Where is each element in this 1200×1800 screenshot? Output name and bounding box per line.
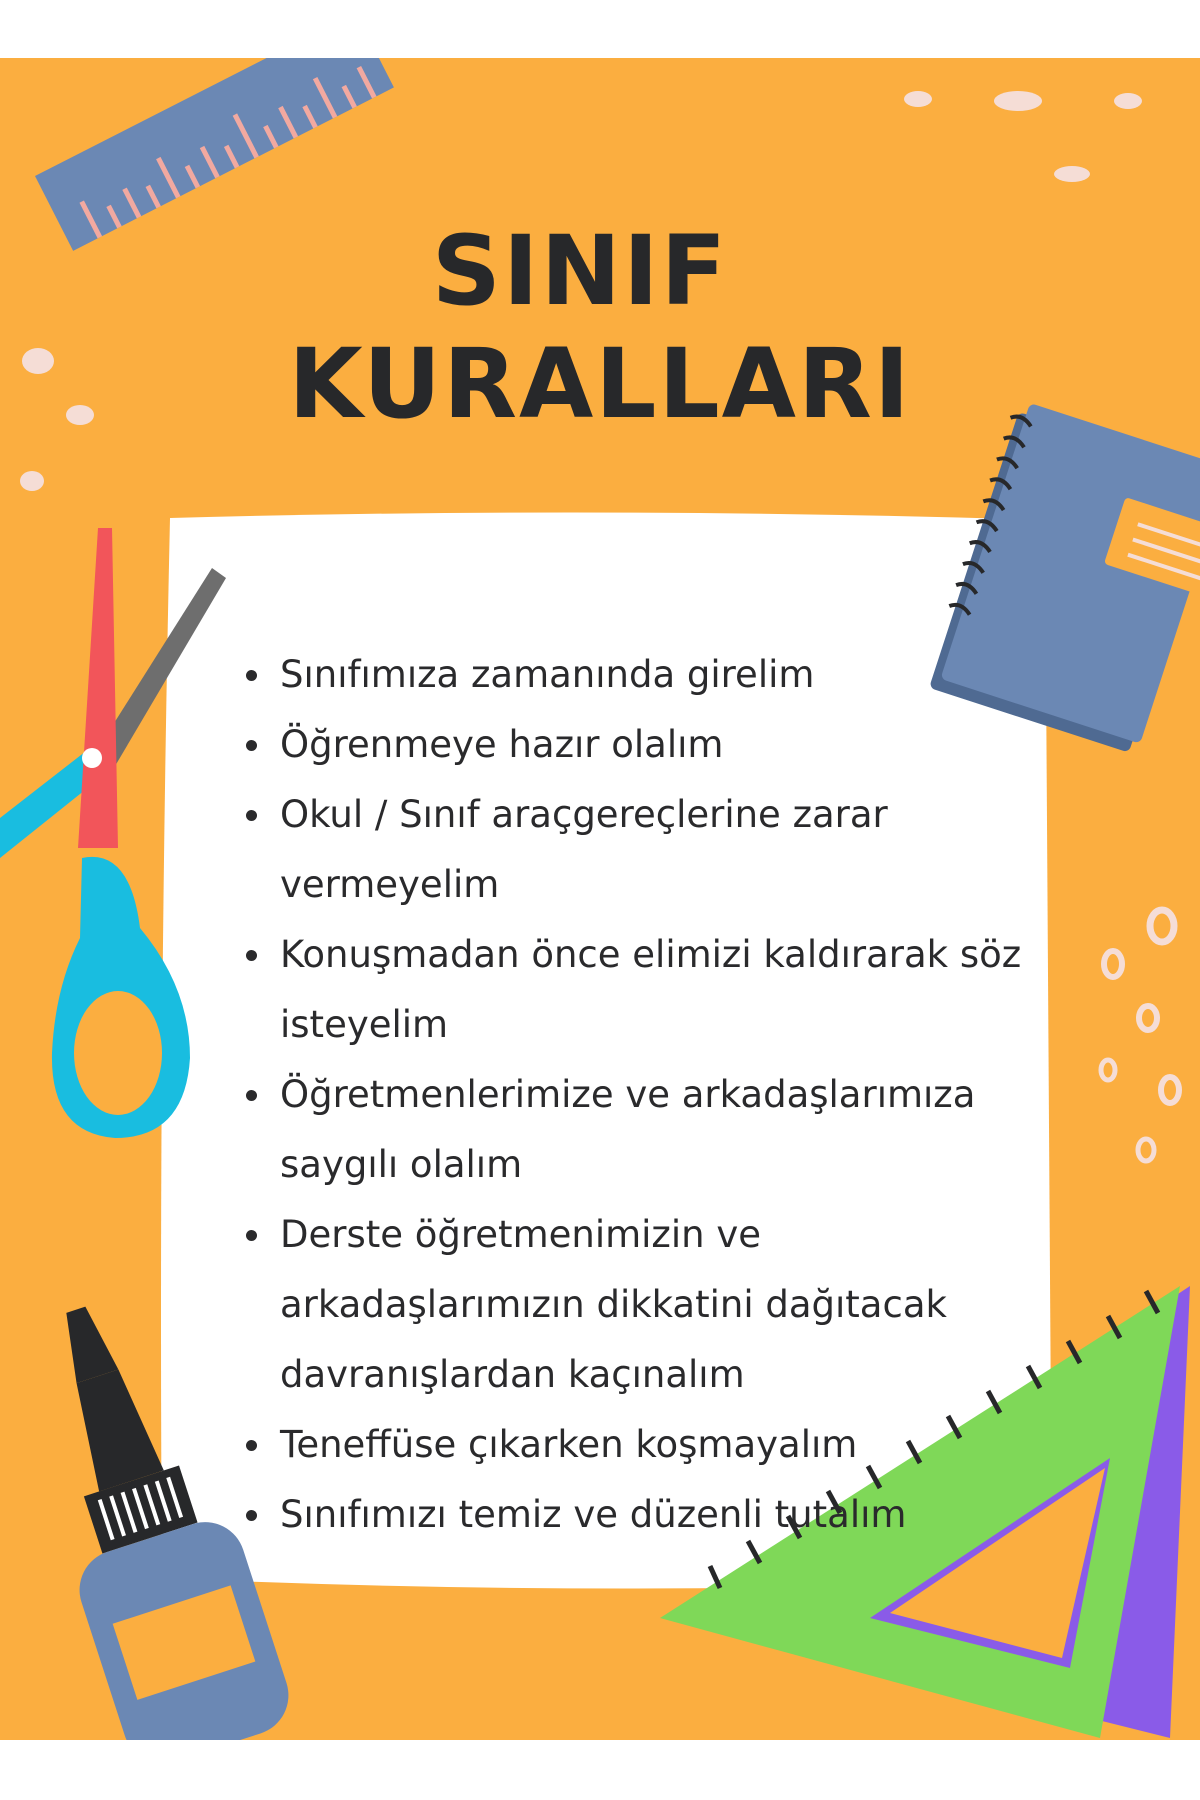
rule-item: Öğretmenlerimize ve arkadaşlarımıza saygılı olalım: [240, 1060, 1070, 1200]
rule-item: Öğrenmeye hazır olalım: [240, 710, 1070, 780]
rules-list: [240, 640, 1070, 1550]
rule-item: Okul / Sınıf araçgereçlerine zarar vermeyelim: [240, 780, 1070, 920]
title-line-2: KURALLARI: [288, 328, 912, 440]
rule-item: Sınıfımızı temiz ve düzenli tutalım: [240, 1480, 1070, 1550]
rule-item: Sınıfımıza zamanında girelim: [240, 640, 1070, 710]
poster: [0, 58, 1200, 1740]
rule-item: Teneffüse çıkarken koşmayalım: [240, 1410, 1070, 1480]
rule-item: Derste öğretmenimizin ve arkadaşlarımızın dikkatini dağıtacak davranışlardan kaçınalım: [240, 1200, 1070, 1410]
title-line-1: SINIF: [431, 215, 729, 327]
rule-item: Konuşmadan önce elimizi kaldırarak söz isteyelim: [240, 920, 1070, 1060]
